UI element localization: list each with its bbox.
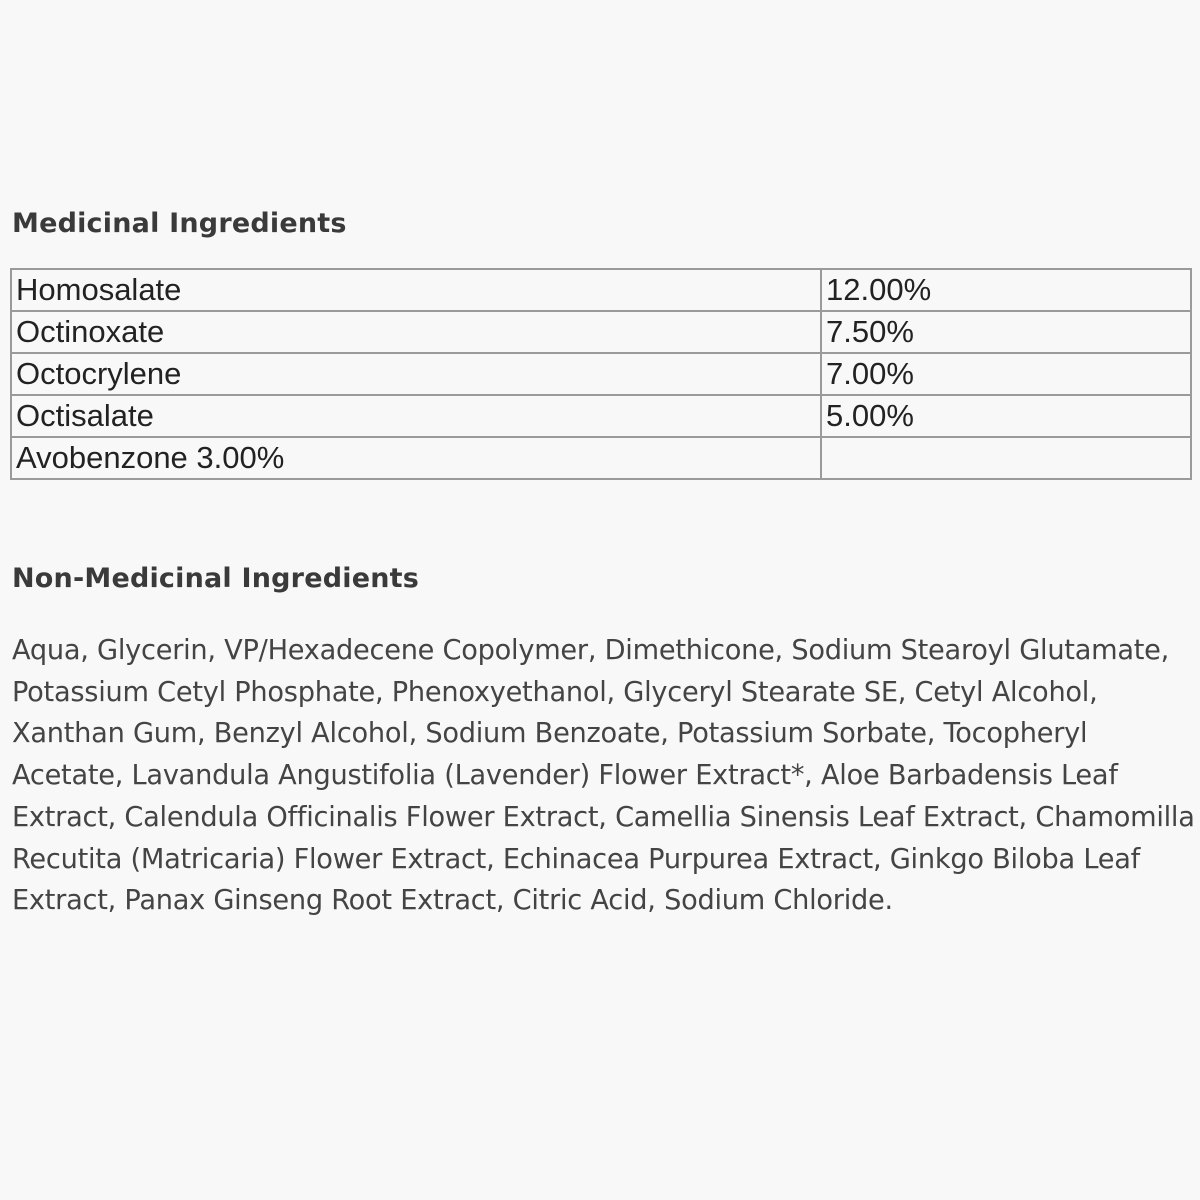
ingredients-text-line: Extract, Calendula Officinalis Flower Extract, Camellia Sinensis Leaf Extract, Chamomilla bbox=[12, 801, 1195, 833]
non-medicinal-ingredients-heading: Non-Medicinal Ingredients bbox=[12, 563, 420, 594]
ingredients-text-line: Recutita (Matricaria) Flower Extract, Echinacea Purpurea Extract, Ginkgo Biloba Leaf bbox=[12, 843, 1140, 875]
table-row bbox=[11, 395, 1191, 437]
ingredient-percent: 7.00% bbox=[821, 353, 1191, 395]
ingredient-name: Homosalate bbox=[11, 269, 821, 311]
table-row bbox=[11, 269, 1191, 311]
ingredient-name: Octisalate bbox=[11, 395, 821, 437]
ingredients-text-line: Aqua, Glycerin, VP/Hexadecene Copolymer, Dimethicone, Sodium Stearoyl Glutamate, bbox=[12, 635, 1170, 666]
medicinal-ingredients-table bbox=[10, 268, 1192, 480]
medicinal-ingredients-heading: Medicinal Ingredients bbox=[12, 208, 347, 239]
table-row bbox=[11, 311, 1191, 353]
ingredient-name: Octocrylene bbox=[11, 353, 821, 395]
ingredient-name: Octinoxate bbox=[11, 311, 821, 353]
ingredients-text-line: Acetate, Lavandula Angustifolia (Lavender) Flower Extract*, Aloe Barbadensis Leaf bbox=[12, 760, 1118, 792]
ingredient-percent: 12.00% bbox=[821, 269, 1191, 311]
ingredients-text-line: Potassium Cetyl Phosphate, Phenoxyethanol, Glyceryl Stearate SE, Cetyl Alcohol, bbox=[12, 676, 1098, 708]
ingredients-text-line: Xanthan Gum, Benzyl Alcohol, Sodium Benzoate, Potassium Sorbate, Tocopheryl bbox=[12, 718, 1088, 750]
non-medicinal-ingredients-list bbox=[12, 630, 1198, 922]
ingredient-percent: 5.00% bbox=[821, 395, 1191, 437]
table-row bbox=[11, 437, 1191, 479]
table-row bbox=[11, 353, 1191, 395]
ingredient-percent bbox=[821, 437, 1191, 479]
ingredient-name: Avobenzone 3.00% bbox=[11, 437, 821, 479]
ingredients-text-line: Extract, Panax Ginseng Root Extract, Citric Acid, Sodium Chloride. bbox=[12, 885, 893, 917]
ingredient-percent: 7.50% bbox=[821, 311, 1191, 353]
